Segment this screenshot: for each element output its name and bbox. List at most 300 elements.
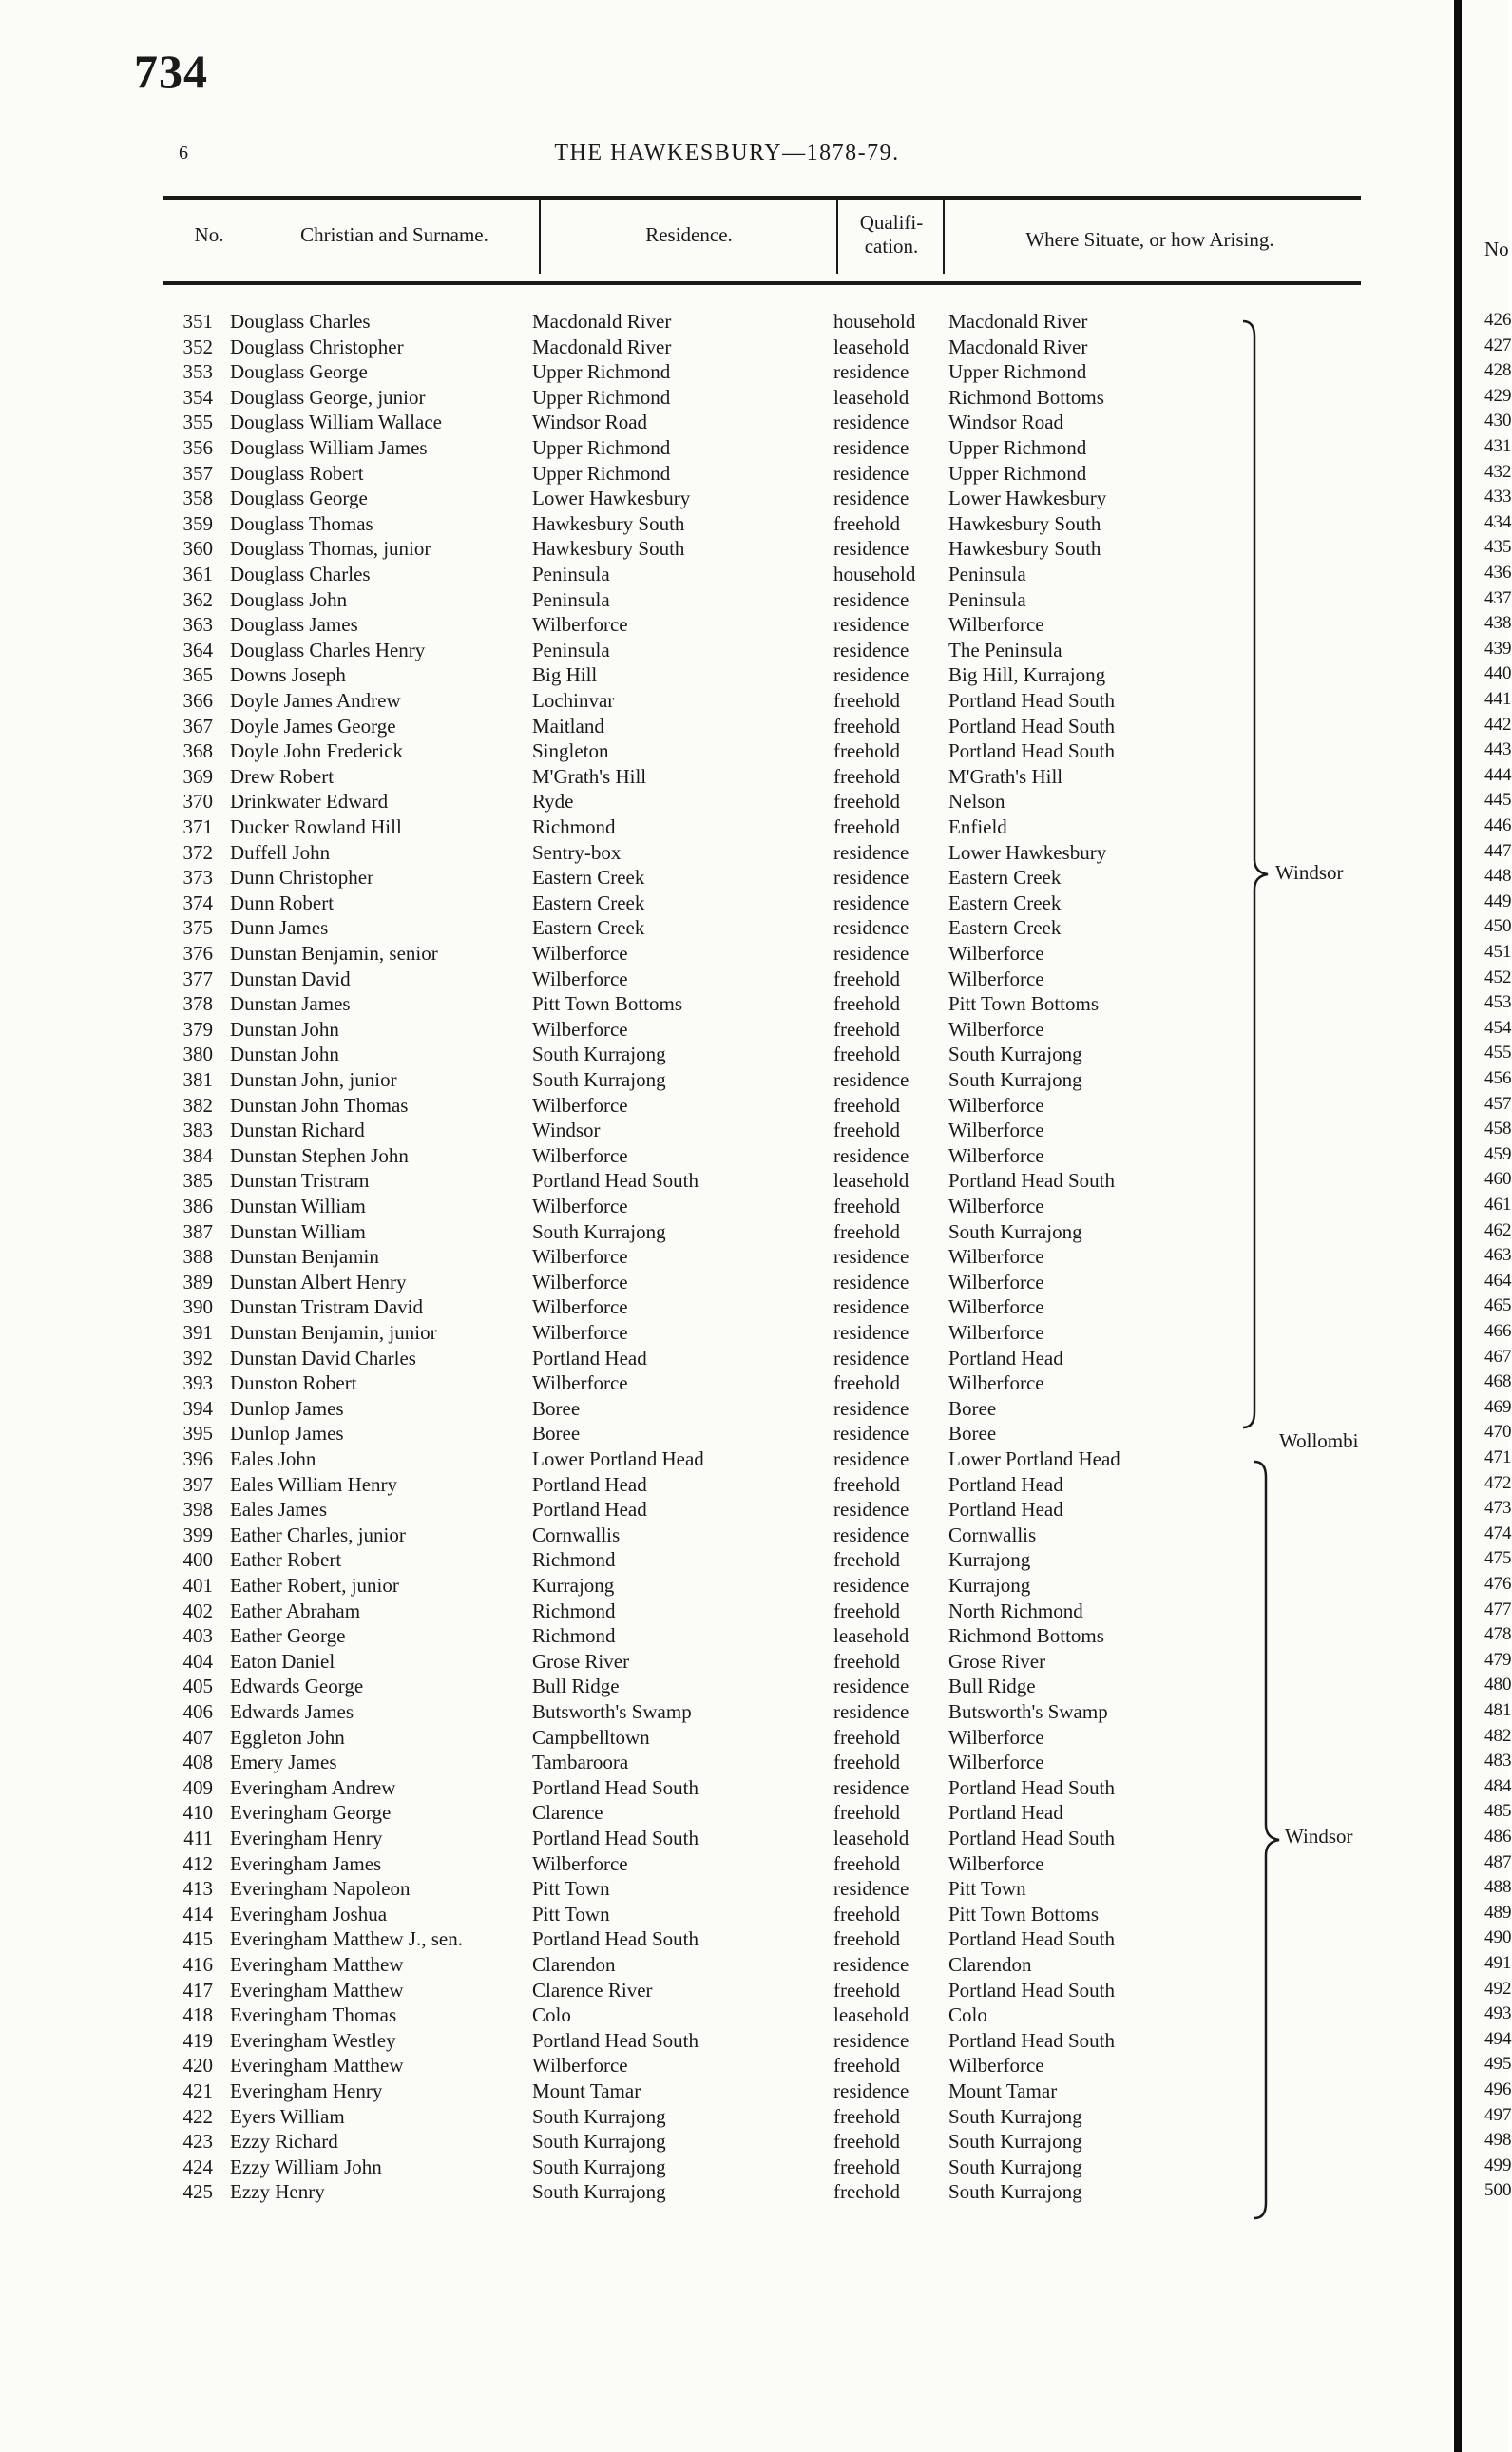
residence: Portland Head (532, 1472, 647, 1496)
residence: Wilberforce (532, 1295, 628, 1319)
entry-number: 370 (182, 790, 213, 814)
adjacent-page-number: 454 (1484, 1017, 1512, 1038)
register-row (0, 1600, 1454, 1625)
entry-number: 357 (182, 461, 213, 485)
register-row (0, 1018, 1454, 1044)
where-situate: Wilberforce (948, 942, 1044, 965)
adjacent-page-number: 429 (1484, 385, 1512, 406)
adjacent-page-number: 446 (1484, 815, 1512, 835)
adjacent-page-number: 478 (1484, 1624, 1512, 1645)
qualification: residence (833, 1321, 909, 1344)
register-row (0, 790, 1454, 815)
brace-path (1243, 321, 1268, 1427)
register-row (0, 1548, 1454, 1574)
adjacent-page-number: 484 (1484, 1775, 1512, 1796)
entry-number: 366 (182, 689, 213, 712)
adjacent-page-number: 448 (1484, 866, 1512, 887)
register-row (0, 739, 1454, 765)
qualification: residence (833, 461, 909, 485)
entry-number: 411 (183, 1827, 213, 1849)
column-header-residence: Residence. (645, 223, 733, 246)
where-situate: Portland Head South (948, 689, 1115, 712)
adjacent-page-number: 430 (1484, 411, 1512, 431)
adjacent-page-number: 482 (1484, 1725, 1512, 1746)
residence: Clarence River (532, 1978, 653, 2002)
residence: Wilberforce (532, 613, 628, 637)
adjacent-page-number: 467 (1484, 1346, 1512, 1367)
adjacent-page-number: 496 (1484, 2079, 1512, 2099)
register-row (0, 891, 1454, 917)
residence: Campbelltown (532, 1725, 650, 1749)
where-situate: Pitt Town Bottoms (948, 1902, 1100, 1925)
register-row (0, 1169, 1454, 1195)
entry-number: 423 (182, 2130, 213, 2154)
qualification: residence (833, 1700, 909, 1723)
residence: Pitt Town (532, 1877, 610, 1901)
register-row (0, 1979, 1454, 2004)
where-situate: Wilberforce (948, 1195, 1044, 1217)
bracket-windsor-1 (1241, 319, 1270, 1429)
christian-and-surname: Dunstan John (230, 1017, 339, 1041)
where-situate: Lower Portland Head (948, 1447, 1120, 1470)
qualification: freehold (833, 1119, 900, 1142)
qualification: residence (833, 1877, 909, 1901)
residence: Lower Hawkesbury (532, 487, 691, 510)
where-situate: Portland Head (948, 1498, 1063, 1522)
where-situate: Wilberforce (948, 1017, 1044, 1041)
register-row (0, 1574, 1454, 1600)
where-situate: Peninsula (948, 587, 1026, 611)
entry-number: 419 (182, 2028, 213, 2052)
where-situate: Boree (948, 1422, 997, 1446)
residence: South Kurrajong (532, 2180, 666, 2204)
entry-number: 384 (182, 1143, 213, 1167)
residence: Macdonald River (532, 310, 672, 333)
entry-number: 353 (182, 360, 213, 384)
where-situate: Boree (948, 1396, 997, 1420)
register-row (0, 1271, 1454, 1296)
christian-and-surname: Dunn Christopher (230, 866, 374, 890)
adjacent-page-number: 468 (1484, 1371, 1512, 1392)
entry-number: 412 (182, 1851, 213, 1875)
qualification: residence (833, 1422, 909, 1446)
christian-and-surname: Ducker Rowland Hill (230, 815, 402, 838)
adjacent-page-number: 473 (1484, 1498, 1512, 1519)
qualification: freehold (833, 2054, 900, 2078)
entry-number: 403 (182, 1624, 213, 1648)
register-row (0, 1473, 1454, 1499)
entry-number: 373 (182, 866, 213, 890)
register-row (0, 1751, 1454, 1776)
christian-and-surname: Downs Joseph (230, 663, 346, 687)
residence: Portland Head South (532, 1169, 699, 1193)
residence: Clarendon (532, 1953, 616, 1976)
entry-number: 379 (182, 1017, 213, 1041)
residence: Richmond (532, 1548, 616, 1572)
register-row (0, 1675, 1454, 1700)
christian-and-surname: Dunstan William (230, 1195, 366, 1217)
register-row (0, 386, 1454, 412)
where-situate: South Kurrajong (948, 2130, 1082, 2154)
register-row (0, 639, 1454, 664)
register-row (0, 2029, 1454, 2055)
where-situate: Wilberforce (948, 613, 1044, 637)
register-row (0, 1700, 1454, 1726)
residence: Upper Richmond (532, 360, 671, 384)
adjacent-page-number: 487 (1484, 1851, 1512, 1872)
register-row (0, 715, 1454, 740)
entry-number: 400 (182, 1548, 213, 1572)
where-situate: Bull Ridge (948, 1675, 1036, 1698)
bracket-label-windsor-2: Windsor (1285, 1825, 1353, 1848)
adjacent-page-number: 444 (1484, 764, 1512, 785)
sheet-number: 6 (179, 143, 188, 163)
qualification: residence (833, 1953, 909, 1976)
entry-number: 376 (182, 942, 213, 965)
christian-and-surname: Dunn James (230, 916, 329, 940)
where-situate: Mount Tamar (948, 2079, 1058, 2102)
register-row (0, 2155, 1454, 2181)
entry-number: 415 (182, 1927, 213, 1951)
residence: Wilberforce (532, 1093, 628, 1117)
where-situate: Wilberforce (948, 1270, 1044, 1293)
adjacent-page-number: 477 (1484, 1599, 1512, 1619)
entry-number: 402 (182, 1599, 213, 1622)
entry-number: 393 (182, 1371, 213, 1395)
where-situate: South Kurrajong (948, 2155, 1082, 2178)
entry-number: 367 (182, 714, 213, 738)
qualification: freehold (833, 992, 900, 1016)
where-situate: Upper Richmond (948, 461, 1087, 485)
adjacent-page-number: 453 (1484, 992, 1512, 1013)
qualification: residence (833, 487, 909, 510)
register-row (0, 2003, 1454, 2029)
christian-and-surname: Eggleton John (230, 1725, 345, 1749)
register-row (0, 1903, 1454, 1928)
entry-number: 392 (182, 1346, 213, 1370)
qualification: freehold (833, 1649, 900, 1673)
christian-and-surname: Drinkwater Edward (230, 790, 389, 814)
christian-and-surname: Edwards George (230, 1675, 364, 1698)
christian-and-surname: Edwards James (230, 1700, 354, 1723)
qualification: residence (833, 411, 909, 434)
residence: Richmond (532, 815, 616, 838)
qualification: residence (833, 1775, 909, 1799)
residence: South Kurrajong (532, 1068, 666, 1091)
residence: Wilberforce (532, 967, 628, 990)
residence: Wilberforce (532, 1143, 628, 1167)
residence: Cornwallis (532, 1523, 621, 1546)
residence: Bull Ridge (532, 1675, 620, 1698)
christian-and-surname: Doyle James Andrew (230, 689, 401, 712)
residence: Butsworth's Swamp (532, 1700, 692, 1723)
residence: Eastern Creek (532, 891, 645, 914)
qualification: residence (833, 1498, 909, 1522)
christian-and-surname: Dunstan James (230, 992, 351, 1016)
where-situate: Wilberforce (948, 1093, 1044, 1117)
brace-path (1254, 1462, 1279, 2218)
register-row (0, 2180, 1454, 2206)
where-situate: Cornwallis (948, 1523, 1037, 1546)
entry-number: 371 (182, 815, 213, 838)
register-row (0, 1195, 1454, 1220)
qualification: freehold (833, 815, 900, 838)
qualification: freehold (833, 1043, 900, 1066)
adjacent-page-number: 445 (1484, 790, 1512, 811)
adjacent-page-number: 447 (1484, 840, 1512, 861)
where-situate: Wilberforce (948, 1725, 1044, 1749)
register-row (0, 1523, 1454, 1549)
residence: Windsor (532, 1119, 601, 1142)
adjacent-page-number: 450 (1484, 916, 1512, 937)
adjacent-page-number: 491 (1484, 1953, 1512, 1973)
entry-number: 361 (182, 563, 213, 585)
christian-and-surname: Dunstan John Thomas (230, 1093, 409, 1117)
christian-and-surname: Dunstan Tristram David (230, 1295, 424, 1319)
qualification: leasehold (833, 335, 909, 358)
entry-number: 397 (182, 1472, 213, 1496)
where-situate: Wilberforce (948, 1143, 1044, 1167)
christian-and-surname: Douglass George, junior (230, 385, 426, 409)
residence: Portland Head South (532, 2028, 699, 2052)
qualification: residence (833, 1346, 909, 1370)
adjacent-page-number: 463 (1484, 1245, 1512, 1266)
residence: South Kurrajong (532, 2104, 666, 2128)
residence: Wilberforce (532, 1017, 628, 1041)
where-situate: Richmond Bottoms (948, 1624, 1104, 1648)
christian-and-surname: Everingham Matthew J., sen. (230, 1927, 463, 1951)
christian-and-surname: Eyers William (230, 2104, 345, 2128)
adjacent-page-number: 483 (1484, 1751, 1512, 1772)
where-situate: South Kurrajong (948, 1068, 1082, 1091)
register-row (0, 1043, 1454, 1068)
qualification: freehold (833, 790, 900, 814)
entry-number: 382 (182, 1093, 213, 1117)
christian-and-surname: Doyle John Frederick (230, 739, 403, 763)
register-row (0, 916, 1454, 942)
residence: Upper Richmond (532, 461, 671, 485)
where-situate: Wilberforce (948, 1295, 1044, 1319)
adjacent-page-edge (1462, 0, 1512, 2452)
christian-and-surname: Eales James (230, 1498, 328, 1522)
where-situate: Portland Head South (948, 1775, 1115, 1799)
adjacent-page-number: 433 (1484, 487, 1512, 508)
christian-and-surname: Everingham Joshua (230, 1902, 388, 1925)
christian-and-surname: Dunstan Tristram (230, 1169, 370, 1193)
christian-and-surname: Everingham Westley (230, 2028, 396, 2052)
christian-and-surname: Douglass Christopher (230, 335, 404, 358)
register-row (0, 1447, 1454, 1473)
qualification: residence (833, 663, 909, 687)
qualification: freehold (833, 1725, 900, 1749)
entry-number: 416 (182, 1953, 213, 1976)
residence: Hawkesbury South (532, 511, 685, 535)
qualification: residence (833, 587, 909, 611)
register-row (0, 1422, 1454, 1447)
where-situate: Portland Head South (948, 1978, 1115, 2002)
qualification: leasehold (833, 1624, 909, 1648)
qualification: residence (833, 638, 909, 661)
residence: Richmond (532, 1599, 616, 1622)
christian-and-surname: Eather Abraham (230, 1599, 361, 1622)
adjacent-page-header: No (1484, 238, 1509, 260)
where-situate: Macdonald River (948, 335, 1088, 358)
christian-and-surname: Douglass William Wallace (230, 411, 442, 434)
residence: Upper Richmond (532, 385, 671, 409)
where-situate: Portland Head South (948, 714, 1115, 738)
where-situate: Portland Head South (948, 1827, 1115, 1849)
entry-number: 378 (182, 992, 213, 1016)
christian-and-surname: Dunstan Richard (230, 1119, 365, 1142)
adjacent-page-number: 436 (1484, 563, 1512, 583)
register-row (0, 588, 1454, 614)
christian-and-surname: Dunstan William (230, 1219, 366, 1243)
residence: Singleton (532, 739, 609, 763)
where-situate: Big Hill, Kurrajong (948, 663, 1106, 687)
christian-and-surname: Everingham Henry (230, 1827, 383, 1849)
entry-number: 377 (182, 967, 213, 990)
christian-and-surname: Douglass George (230, 487, 368, 510)
entry-number: 363 (182, 613, 213, 637)
register-row (0, 360, 1454, 386)
adjacent-page-number: 488 (1484, 1877, 1512, 1898)
christian-and-surname: Dunlop James (230, 1422, 344, 1446)
where-situate: Wilberforce (948, 1321, 1044, 1344)
entry-number: 385 (182, 1169, 213, 1193)
adjacent-page-number: 457 (1484, 1093, 1512, 1114)
residence: Colo (532, 2003, 571, 2027)
entry-number: 359 (182, 511, 213, 535)
qualification: residence (833, 2079, 909, 2102)
qualification: residence (833, 1396, 909, 1420)
where-situate: Upper Richmond (948, 360, 1087, 384)
qualification: freehold (833, 2130, 900, 2154)
register-row (0, 512, 1454, 538)
running-title: THE HAWKESBURY—1878-79. (554, 141, 900, 165)
where-situate: Nelson (948, 790, 1005, 814)
entry-number: 372 (182, 840, 213, 864)
adjacent-page-number: 452 (1484, 967, 1512, 987)
christian-and-surname: Everingham Thomas (230, 2003, 397, 2027)
qualification: freehold (833, 2155, 900, 2178)
residence: Wilberforce (532, 1245, 628, 1269)
entry-number: 420 (182, 2054, 213, 2078)
qualification: freehold (833, 967, 900, 990)
register-row (0, 2054, 1454, 2079)
residence: Maitland (532, 714, 604, 738)
where-situate: Wilberforce (948, 1245, 1044, 1269)
qualification: freehold (833, 1599, 900, 1622)
qualification: household (833, 563, 916, 585)
register-row (0, 992, 1454, 1018)
entry-number: 387 (182, 1219, 213, 1243)
residence: Windsor Road (532, 411, 648, 434)
entry-number: 389 (182, 1270, 213, 1293)
where-situate: Portland Head South (948, 1927, 1115, 1951)
where-situate: Pitt Town Bottoms (948, 992, 1100, 1016)
register-row (0, 1927, 1454, 1953)
christian-and-surname: Douglass James (230, 613, 358, 637)
where-situate: Hawkesbury South (948, 537, 1101, 561)
residence: Lower Portland Head (532, 1447, 704, 1470)
register-row (0, 310, 1454, 335)
qualification: residence (833, 1270, 909, 1293)
qualification: freehold (833, 1195, 900, 1217)
column-header-qualification-line2: cation. (864, 235, 919, 258)
christian-and-surname: Everingham Henry (230, 2079, 383, 2102)
entry-number: 380 (182, 1043, 213, 1066)
adjacent-page-number: 498 (1484, 2130, 1512, 2151)
residence: Portland Head South (532, 1827, 699, 1849)
adjacent-page-number: 479 (1484, 1649, 1512, 1670)
register-row (0, 1877, 1454, 1903)
register-row (0, 1624, 1454, 1650)
register-row (0, 1068, 1454, 1094)
adjacent-page-number: 462 (1484, 1219, 1512, 1240)
qualification: freehold (833, 714, 900, 738)
register-row (0, 942, 1454, 967)
residence: Wilberforce (532, 942, 628, 965)
qualification: freehold (833, 1219, 900, 1243)
adjacent-page-number: 456 (1484, 1068, 1512, 1088)
christian-and-surname: Eather Robert, junior (230, 1574, 399, 1597)
where-situate: Enfield (948, 815, 1007, 838)
qualification: freehold (833, 1801, 900, 1825)
christian-and-surname: Dunstan Benjamin, junior (230, 1321, 437, 1344)
where-situate: Eastern Creek (948, 891, 1062, 914)
entry-number: 369 (182, 764, 213, 788)
where-situate: Eastern Creek (948, 916, 1062, 940)
qualification: residence (833, 613, 909, 637)
christian-and-surname: Dunstan Benjamin, senior (230, 942, 438, 965)
register-row (0, 689, 1454, 715)
adjacent-page-number: 465 (1484, 1295, 1512, 1316)
entry-number: 375 (182, 916, 213, 940)
register-row (0, 841, 1454, 867)
adjacent-page-number: 470 (1484, 1422, 1512, 1443)
adjacent-page-number: 434 (1484, 511, 1512, 532)
where-situate: Macdonald River (948, 310, 1088, 333)
entry-number: 394 (182, 1396, 213, 1420)
residence: Sentry-box (532, 840, 622, 864)
entry-number: 390 (182, 1295, 213, 1319)
register-row (0, 1295, 1454, 1321)
adjacent-page-number: 458 (1484, 1119, 1512, 1140)
christian-and-surname: Ezzy Richard (230, 2130, 338, 2154)
register-row (0, 1321, 1454, 1347)
where-situate: Kurrajong (948, 1574, 1031, 1597)
register-row (0, 1801, 1454, 1827)
qualification: freehold (833, 511, 900, 535)
christian-and-surname: Drew Robert (230, 764, 335, 788)
adjacent-page-number: 460 (1484, 1169, 1512, 1190)
residence: Portland Head (532, 1346, 647, 1370)
qualification: freehold (833, 1017, 900, 1041)
entry-number: 391 (182, 1321, 213, 1344)
where-situate: Portland Head South (948, 2028, 1115, 2052)
column-separator (943, 200, 945, 274)
where-situate: South Kurrajong (948, 1043, 1082, 1066)
qualification: residence (833, 1523, 909, 1546)
residence: Wilberforce (532, 1195, 628, 1217)
where-situate: Portland Head (948, 1472, 1063, 1496)
where-situate: Wilberforce (948, 1371, 1044, 1395)
christian-and-surname: Eather George (230, 1624, 346, 1648)
register-row (0, 2079, 1454, 2105)
entry-number: 406 (182, 1700, 213, 1723)
adjacent-page-number: 490 (1484, 1927, 1512, 1948)
residence: Peninsula (532, 638, 610, 661)
